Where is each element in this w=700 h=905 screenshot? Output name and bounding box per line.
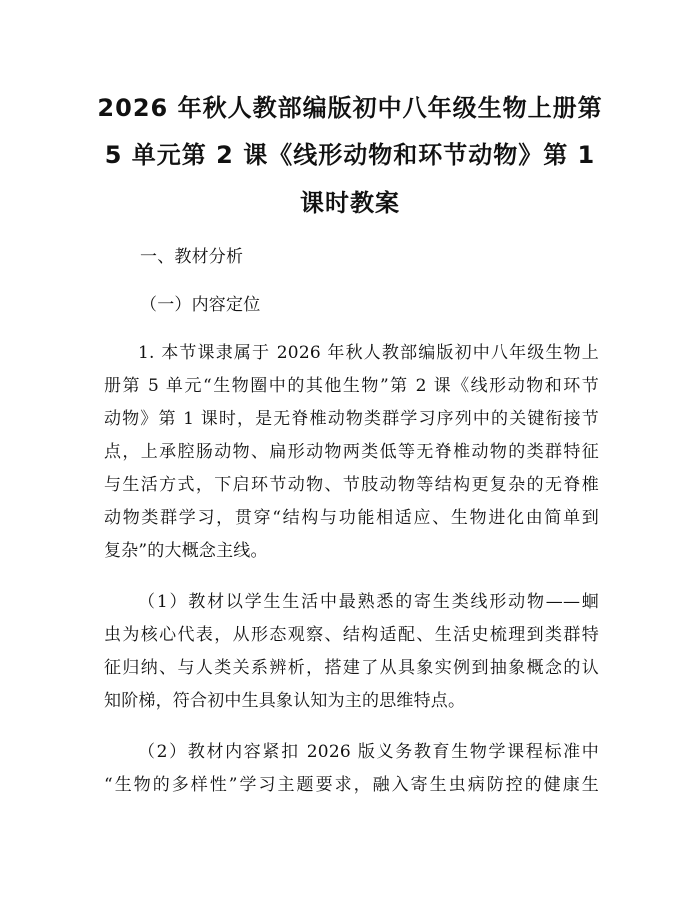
paragraph-line: 点，上承腔肠动物、扁形动物两类低等无脊椎动物的类群特征 — [104, 442, 599, 462]
sub-heading: （一）内容定位 — [140, 295, 261, 315]
paragraph-line: 征归纳、与人类关系辨析，搭建了从具象实例到抽象概念的认 — [104, 658, 599, 678]
paragraph-line: 复杂”的大概念主线。 — [104, 541, 268, 561]
document-title-line-3: 课时教案 — [300, 189, 400, 217]
paragraph-line: 动物》第 1 课时，是无脊椎动物类群学习序列中的关键衔接节 — [104, 409, 599, 429]
paragraph-line: （1）教材以学生生活中最熟悉的寄生类线形动物——蛔 — [138, 592, 599, 612]
paragraph-line: 1. 本节课隶属于 2026 年秋人教部编版初中八年级生物上 — [138, 343, 599, 363]
document-title-line-2: 5 单元第 2 课《线形动物和环节动物》第 1 — [104, 141, 596, 169]
document-title-line-1: 2026 年秋人教部编版初中八年级生物上册第 — [97, 94, 603, 122]
paragraph-line: 动物类群学习，贯穿“结构与功能相适应、生物进化由简单到 — [104, 508, 599, 528]
paragraph-line: 册第 5 单元“生物圈中的其他生物”第 2 课《线形动物和环节 — [104, 376, 599, 396]
section-heading: 一、教材分析 — [140, 247, 244, 267]
paragraph-line: 与生活方式，下启环节动物、节肢动物等结构更复杂的无脊椎 — [104, 475, 599, 495]
paragraph-line: “生物的多样性”学习主题要求，融入寄生虫病防控的健康生 — [104, 775, 599, 795]
paragraph-line: （2）教材内容紧扣 2026 版义务教育生物学课程标准中 — [138, 742, 599, 762]
paragraph-line: 知阶梯，符合初中生具象认知为主的思维特点。 — [104, 691, 466, 711]
paragraph-line: 虫为核心代表，从形态观察、结构适配、生活史梳理到类群特 — [104, 625, 599, 645]
